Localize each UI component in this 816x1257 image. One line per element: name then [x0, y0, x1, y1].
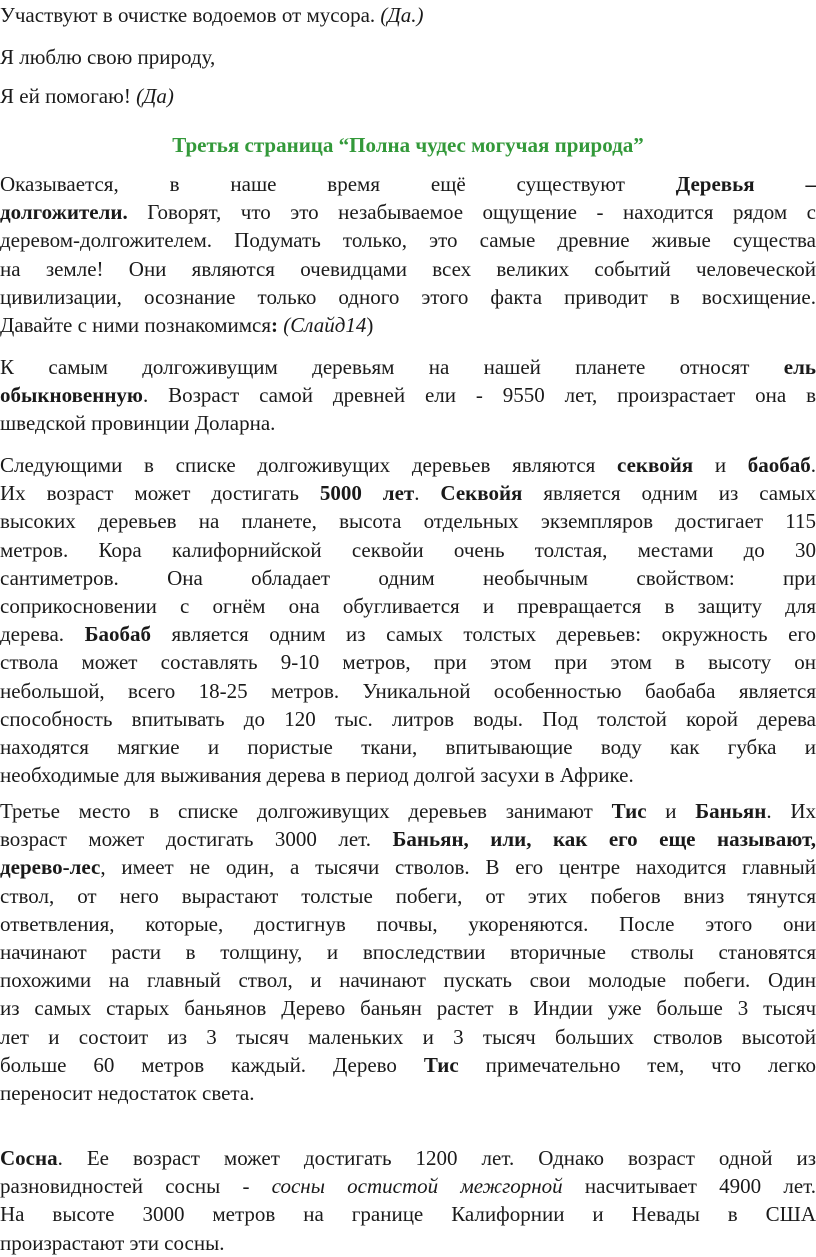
- text-line: начинают расти в толщину, и впоследствии вторичные стволы становятся: [0, 940, 816, 965]
- text-line: Оказывается, в наше время ещё существуют Деревья –: [0, 172, 816, 196]
- text-line: На высоте 3000 метров на границе Калифорнии и Невады в США: [0, 1202, 816, 1227]
- section-heading: Третья страница “Полна чудес могучая природа”: [172, 133, 644, 157]
- text-line: возраст может достигать 3000 лет. Баньян, или, как его еще называют,: [0, 827, 816, 852]
- intro-text: Участвуют в очистке водоемов от мусора.: [0, 3, 376, 27]
- text-line: цивилизации, осознание только одного этого факта приводит в восхищение.: [0, 284, 816, 309]
- paragraph-sequoia-baobab: [0, 451, 816, 789]
- paragraph-pine: [0, 1144, 816, 1257]
- text-line: на земле! Они являются очевидцами всех великих событий человеческой: [0, 256, 816, 281]
- text-line: деревом-долгожителем. Подумать только, это самые древние живые существа: [0, 228, 816, 253]
- intro-text: Я ей помогаю!: [0, 84, 131, 108]
- intro-line-1: [0, 1, 424, 29]
- text-line: необходимые для выживания дерева в период долгой засухи в Африке.: [0, 763, 634, 788]
- text-line: похожими на главный ствол, и начинают пускать свои молодые побеги. Один: [0, 968, 816, 993]
- text-line: соприкосновении с огнём она обугливается и превращается в защиту для: [0, 594, 816, 619]
- text-line: небольшой, всего 18-25 метров. Уникальной особенностью баобаба является: [0, 678, 816, 703]
- text-line: дерево-лес, имеет не один, а тысячи стволов. В его центре находится главный: [0, 855, 816, 880]
- text-line: ответвления, которые, достигнув почвы, укореняются. После этого они: [0, 911, 816, 936]
- text-line: переносит недостаток света.: [0, 1081, 255, 1106]
- paragraph-yew-banyan: [0, 797, 816, 1107]
- intro-line-3: [0, 82, 174, 110]
- paragraph-spruce: [0, 353, 816, 438]
- text-line: ствола может составлять 9-10 метров, при этом при этом в высоту он: [0, 650, 816, 675]
- text-line: Их возраст может достигать 5000 лет. Секвойя является одним из самых: [0, 481, 816, 506]
- text-line: произрастают эти сосны.: [0, 1230, 225, 1255]
- text-line: метров. Кора калифорнийской секвойи очень толстая, местами до 30: [0, 537, 816, 562]
- intro-text: Я люблю свою природу,: [0, 45, 216, 69]
- text-line: К самым долгоживущим деревьям на нашей планете относят ель: [0, 355, 816, 379]
- text-line: Следующими в списке долгоживущих деревьев являются секвойя и баобаб.: [0, 453, 816, 477]
- text-line: высоких деревьев на планете, высота отдельных экземпляров достигает 115: [0, 509, 816, 534]
- text-line: сантиметров. Она обладает одним необычным свойством: при: [0, 565, 816, 590]
- intro-answer: (Да): [136, 84, 174, 108]
- paragraph-long-lived-trees: [0, 170, 816, 339]
- text-line: лет и состоит из 3 тысяч маленьких и 3 тысяч больших стволов высотой: [0, 1024, 816, 1049]
- text-line: больше 60 метров каждый. Дерево Тис примечательно тем, что легко: [0, 1052, 816, 1077]
- text-line: ствол, от него вырастают толстые побеги, от этих побегов вниз тянутся: [0, 883, 816, 908]
- text-line: обыкновенную. Возраст самой древней ели - 9550 лет, произрастает она в: [0, 383, 816, 408]
- intro-line-2: [0, 43, 215, 71]
- intro-answer: (Да.): [380, 3, 424, 27]
- text-line: разновидностей сосны - сосны остистой межгорной насчитывает 4900 лет.: [0, 1174, 816, 1199]
- text-line: способность впитывать до 120 тыс. литров воды. Под толстой корой дерева: [0, 706, 816, 731]
- text-line: шведской провинции Доларна.: [0, 411, 276, 436]
- text-line: дерева. Баобаб является одним из самых толстых деревьев: окружность его: [0, 622, 816, 647]
- text-line: Сосна. Ее возраст может достигать 1200 лет. Однако возраст одной из: [0, 1146, 816, 1170]
- text-line: находятся мягкие и пористые ткани, впитывающие воду как губка и: [0, 735, 816, 760]
- text-line: Третье место в списке долгоживущих деревьев занимают Тис и Баньян. Их: [0, 799, 816, 823]
- text-line: долгожители. Говорят, что это незабываемое ощущение - находится рядом с: [0, 200, 816, 225]
- text-line: из самых старых баньянов Дерево баньян растет в Индии уже больше 3 тысяч: [0, 996, 816, 1021]
- text-line: Давайте с ними познакомимся: (Слайд14): [0, 313, 374, 338]
